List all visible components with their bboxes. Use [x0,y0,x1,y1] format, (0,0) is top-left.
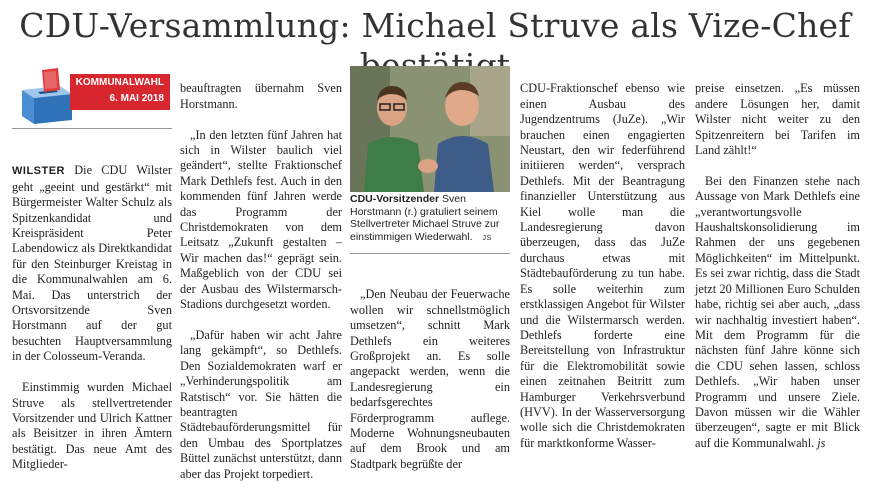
article-photo [350,66,510,192]
paragraph: preise einsetzen. „Es müssen andere Lösungen her, damit Wilster nicht weiter zu den Spitzenreitern bei Tarifen im Land zählt!“ [695,81,860,158]
article-column-2 [180,66,342,497]
paragraph: Einstimmig wurden Michael Struve als stellvertretender Vorsitzender und Ulrich Kattner als Beisitzer in ihren Ämtern bestätigt. Das neue Amt des Mitglieder- [12,380,172,472]
paragraph: „Den Neubau der Feuerwache wollen wir schnellstmöglich umsetzen“, schnitt Mark Dethlefs ein weiteres Großprojekt an. Es solle angepackt werden, wenn die Landesregierung ein bedarfsgerechtes Förderprogramm auflege. Moderne Wohnungsneubauten auf dem Brook und am Stadtpark begrüßte der [350,287,510,471]
paragraph: „Dafür haben wir acht Jahre lang gekämpft“, so Dethlefs. Den Sozialdemokraten warf er „Verhinderungspolitik am Ratstisch“ vor. Sie hätten die beantragten Städtebauförderungsmittel für den Umbau des Sportplatzes Büttel zunächst unterstützt, dann aber das Projekt torpediert. [180,327,342,481]
photo-illustration [350,66,510,192]
article-headline: CDU-Versammlung: Michael Struve als Vize-Chef [19,6,851,45]
paragraph: CDU-Fraktionschef ebenso wie einen Ausbau des Jugendzentrums (JuZe). „Wir brauchen einen engagierten Neustart, den wir federführend initiieren werden“, versprach Dethlefs. Mit der Beantragung finanzieller Unterstützung aus Kiel wolle man die Landesregierung davon überzeugen, dass das JuZe durchaus etwas mit Städtebauförderung zu tun habe. Es solle weiterhin zum erstklassigen Angebot für Wilster und die Wilstermarsch werden. Dethlefs forderte eine Bereitstellung von Infrastruktur für die Elektromobilität sowie einen zeitnahen Beitritt zum Hamburger Verkehrsverbund (HVV). In der Wasserversorgung wolle sich die Christdemokraten für marktkonforme Wasser- [520,81,685,450]
paragraph: „In den letzten fünf Jahren hat sich in Wilster baulich viel geändert“, stellte Fraktionschef Mark Dethlefs fest. Auch in den kommenden fünf Jahren werde das Programm der Christdemokraten von dem Leitsatz „Zukunft gestalten – Wir machen das!“ geprägt sein. Maßgeblich von der CDU sei der Ausbau des Wilstermarsch-Stadions durchgesetzt worden. [180,127,342,312]
photo-credit: JS [482,234,492,242]
photo-caption [350,193,510,245]
logo-divider [12,128,172,129]
caption-title: CDU-Vorsitzender [350,193,440,205]
banner-date: 6. MAI 2018 [109,93,164,104]
paragraph [695,174,860,451]
caption-text: Sven Horstmann (r.) gratuliert seinem Stellvertreter Michael Struve zur einstimmigen Wiederwahl. [350,193,500,243]
kommunalwahl-logo [12,66,172,136]
paragraph: beauftragten übernahm Sven Horstmann. [180,81,342,111]
paragraph [12,163,172,364]
paragraph-text: Die CDU Wilster geht „geeint und gestärkt“ mit Bürgermeister Walter Schulz als Spitzenkandidat und Kreispräsident Peter Labendowicz als Direktkandidat für den Steinburger Kreistag in die Kommunalwahlen am 6. Mai. Das unterstrich der Ortsvorsitzende Sven Horstmann auf der gut besuchten Hauptversammlung in der Colosseum-Veranda. [12,163,172,364]
caption-divider [350,253,510,254]
kommunalwahl-banner [70,74,170,110]
article-column-4 [520,66,685,467]
dateline: WILSTER [12,165,65,178]
article-column-3 [350,272,510,488]
banner-line1: KOMMUNALWAHL [75,77,164,88]
article-column-1 [12,148,172,488]
author-initials: js [817,435,826,450]
paragraph-text: Bei den Finanzen stehe nach Aussage von Mark Dethlefs eine „verantwortungsvolle Haushaltskonsolidierung im Rahmen der uns gegebenen Möglichkeiten“ im Mittelpunkt. Es sei zwar richtig, dass die Stadt jetzt 20 Millionen Euro Schulden habe, richtig sei aber auch, „dass wir nachhaltig investiert haben“. Mit dem Programm für die nächsten fünf Jahre könne sich die CDU sehen lassen, schloss Dethlefs. „Wir haben unser Programm und unsere Ziele. Davon müssen wir die Wähler überzeugen“, sagte er mit Blick auf die Kommunalwahl. [695,173,860,450]
article-column-5 [695,66,860,467]
